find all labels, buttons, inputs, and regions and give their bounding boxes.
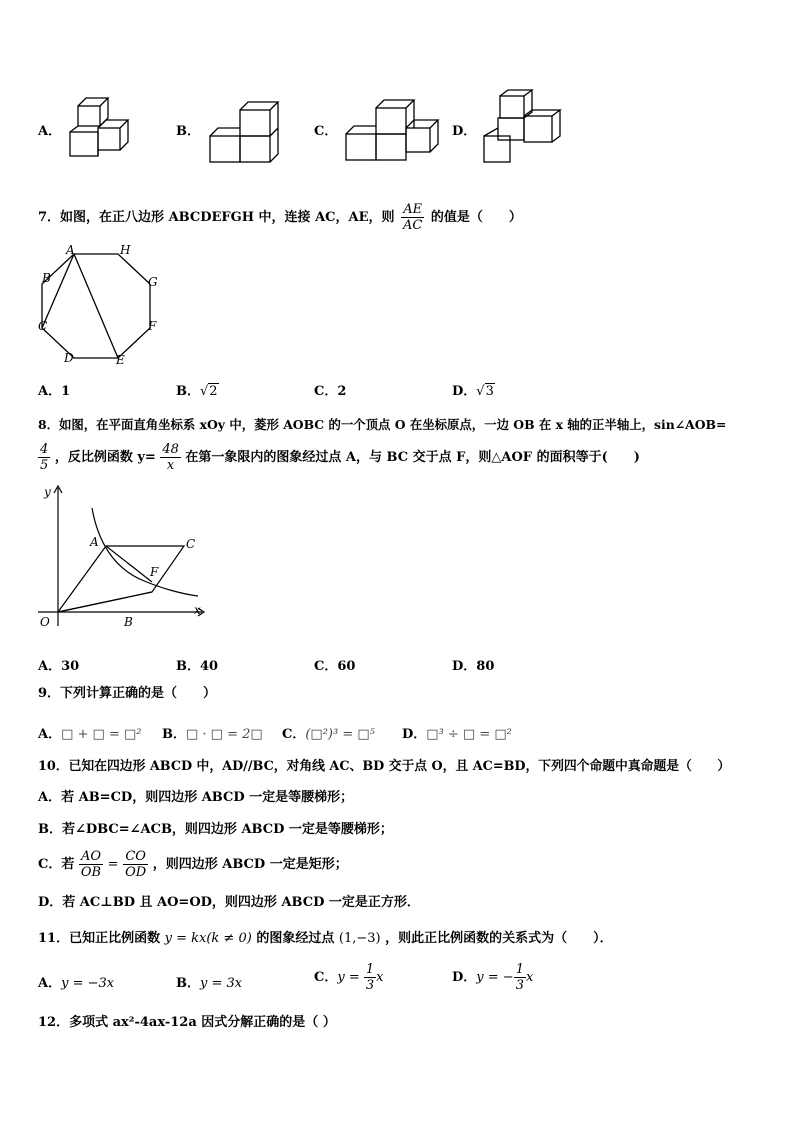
q8-option-a-label: A． (38, 659, 62, 674)
q6-option-a-figure (66, 92, 138, 162)
q7-fraction (401, 202, 424, 233)
q7-stem-text: 7．如图，在正八边形 ABCDEFGH 中，连接 AC，AE，则 (38, 210, 395, 225)
q9-option-c-label: C． (282, 727, 306, 742)
q11-option-c-post: x (376, 970, 384, 985)
q7-frac-den: AC (403, 218, 423, 233)
q10-option-c-frac1 (79, 849, 103, 880)
q10-frac1-num: AO (79, 849, 103, 865)
q8-option-c (314, 655, 355, 674)
q8-label-a: A (90, 535, 99, 549)
q11-option-d-label: D． (452, 970, 477, 985)
q10-option-c (38, 849, 348, 880)
q10-option-c-frac2 (123, 849, 148, 880)
q7-label-f: F (148, 319, 157, 333)
q8-label-o: O (40, 615, 50, 629)
q11-option-c-label: C． (314, 970, 338, 985)
q11-option-d-pre: y = − (476, 970, 514, 985)
q11-stem-pre: 11．已知正比例函数 (38, 931, 161, 946)
q7-stem (38, 202, 522, 233)
q7-option-d-sqrt: √3 (476, 384, 494, 399)
q10-option-c-eq: = (107, 857, 119, 872)
q8-k-num: 48 (162, 442, 179, 457)
q7-label-b: B (42, 271, 51, 285)
q7-option-c-value: 2 (337, 384, 347, 399)
q9-option-c-expr: (□²)³ = □⁵ (305, 727, 375, 742)
q6-option-b-figure (206, 96, 280, 164)
q7-stem-tail: 的值是（ ） (430, 210, 522, 225)
q7-label-a: A (66, 243, 75, 257)
q8-label-x: x (194, 603, 201, 617)
q11-c-den: 3 (365, 978, 375, 993)
q9-option-d (402, 723, 512, 742)
q8-label-y: y (44, 485, 51, 499)
q7-label-c: C (38, 319, 48, 333)
q11-option-d-frac (514, 962, 526, 993)
q8-option-b-value: 40 (200, 659, 219, 674)
q11-d-den: 3 (515, 978, 524, 993)
q7-option-b-sqrt: √2 (200, 384, 218, 399)
q9-option-a-label: A． (38, 727, 62, 742)
q8-k-den: x (166, 458, 175, 473)
q11-stem-mid: 的图象经过点 (256, 931, 335, 946)
q6-option-d-figure (480, 88, 562, 166)
q6-option-c-figure (344, 94, 440, 164)
q8-option-b (176, 655, 218, 674)
q8-option-b-label: B． (176, 659, 200, 674)
q8-stem-line1: 8．如图，在平面直角坐标系 xOy 中，菱形 AOBC 的一个顶点 O 在坐标原点，一边 OB 在 x 轴的正半轴上，sin∠AOB= (38, 417, 727, 432)
q10-option-c-pre: C．若 (38, 857, 75, 872)
q11-option-a-label: A． (38, 976, 62, 991)
q11-function: y = kx(k ≠ 0) (164, 931, 252, 946)
q11-point: (1,−3) (338, 931, 381, 946)
q9-option-d-expr: □³ ÷ □ = □² (426, 727, 512, 742)
q8-label-f: F (150, 565, 159, 579)
q8-option-a-value: 30 (61, 659, 80, 674)
q6-option-b-label: B． (176, 124, 200, 139)
q8-k-fraction (160, 442, 181, 473)
q7-frac-num: AE (401, 202, 424, 218)
q8-option-d (452, 655, 494, 674)
q6-option-a-label: A． (38, 124, 62, 139)
q6-option-c-label: C． (314, 124, 338, 139)
q10-option-a: A．若 AB=CD，则四边形 ABCD 一定是等腰梯形； (38, 790, 354, 805)
q7-label-e: E (116, 353, 125, 367)
q8-option-c-value: 60 (337, 659, 356, 674)
q8-stem-line2-a: ，反比例函数 y= (54, 450, 156, 465)
q7-label-d: D (64, 351, 74, 365)
q11-option-d-post: x (525, 970, 534, 985)
q8-coordinate-figure (34, 484, 210, 632)
q9-option-b (162, 723, 263, 742)
q8-stem-line2 (38, 442, 640, 473)
q10-frac1-den: OB (80, 865, 102, 880)
q8-sin-num: 4 (40, 442, 49, 457)
q9-option-a-expr: □ + □ = □² (61, 727, 142, 742)
q8-option-d-value: 80 (476, 659, 495, 674)
q8-sin-den: 5 (40, 458, 49, 473)
q7-option-d-value: 3 (485, 384, 494, 399)
q10-stem: 10．已知在四边形 ABCD 中，AD//BC，对角线 AC、BD 交于点 O，且 AC=BD，下列四个命题中真命题是（ ） (38, 759, 731, 774)
q7-option-a-label: A． (38, 384, 62, 399)
q7-label-h: H (120, 243, 131, 257)
q7-option-c-label: C． (314, 384, 338, 399)
q9-option-b-label: B． (162, 727, 186, 742)
q11-option-b (176, 972, 242, 991)
q7-option-b-value: 2 (209, 384, 218, 399)
q8-label-c: C (186, 537, 196, 551)
q8-option-c-label: C． (314, 659, 338, 674)
q11-stem-post: ，则此正比例函数的关系式为（ ）． (385, 931, 613, 946)
q11-option-b-label: B． (176, 976, 200, 991)
q7-label-g: G (148, 275, 158, 289)
q7-option-b (176, 380, 219, 399)
q10-frac2-den: OD (125, 865, 147, 880)
q7-option-b-label: B． (176, 384, 200, 399)
q7-option-c (314, 380, 346, 399)
q8-sin-fraction (38, 442, 50, 473)
q11-option-a-expr: y = −3x (61, 976, 115, 991)
q11-option-c-frac (364, 962, 376, 993)
q9-option-b-expr: □ · □ = 2□ (186, 727, 263, 742)
q9-stem: 9．下列计算正确的是（ ） (38, 686, 217, 701)
q7-option-a (38, 380, 70, 399)
q7-octagon-figure (32, 240, 164, 368)
q7-option-d (452, 380, 495, 399)
q11-d-num: 1 (515, 962, 524, 977)
q11-stem (38, 931, 613, 947)
q9-option-c (282, 723, 375, 742)
q11-option-b-expr: y = 3x (200, 976, 243, 991)
q11-option-c (314, 962, 384, 993)
q10-option-b: B．若∠DBC=∠ACB，则四边形 ABCD 一定是等腰梯形； (38, 822, 393, 837)
q7-option-a-value: 1 (61, 384, 71, 399)
q11-option-c-pre: y = (337, 970, 364, 985)
q9-option-d-label: D． (402, 727, 427, 742)
q8-stem-line2-b: 在第一象限内的图象经过点 A，与 BC 交于点 F，则△AOF 的面积等于( ) (185, 450, 640, 465)
q12-stem: 12．多项式 ax²-4ax-12a 因式分解正确的是（ ） (38, 1015, 336, 1030)
q9-option-a (38, 723, 141, 742)
q6-option-d-label: D． (452, 124, 477, 139)
q7-option-d-label: D． (452, 384, 477, 399)
q11-c-num: 1 (365, 962, 375, 977)
q10-option-d: D．若 AC⊥BD 且 AO=OD，则四边形 ABCD 一定是正方形． (38, 895, 420, 910)
q11-option-a (38, 972, 114, 991)
q10-frac2-num: CO (123, 849, 148, 865)
q11-option-d (452, 962, 533, 993)
q8-label-b: B (124, 615, 133, 629)
q10-option-c-post: ，则四边形 ABCD 一定是矩形； (152, 857, 348, 872)
q8-option-d-label: D． (452, 659, 477, 674)
q8-option-a (38, 655, 79, 674)
